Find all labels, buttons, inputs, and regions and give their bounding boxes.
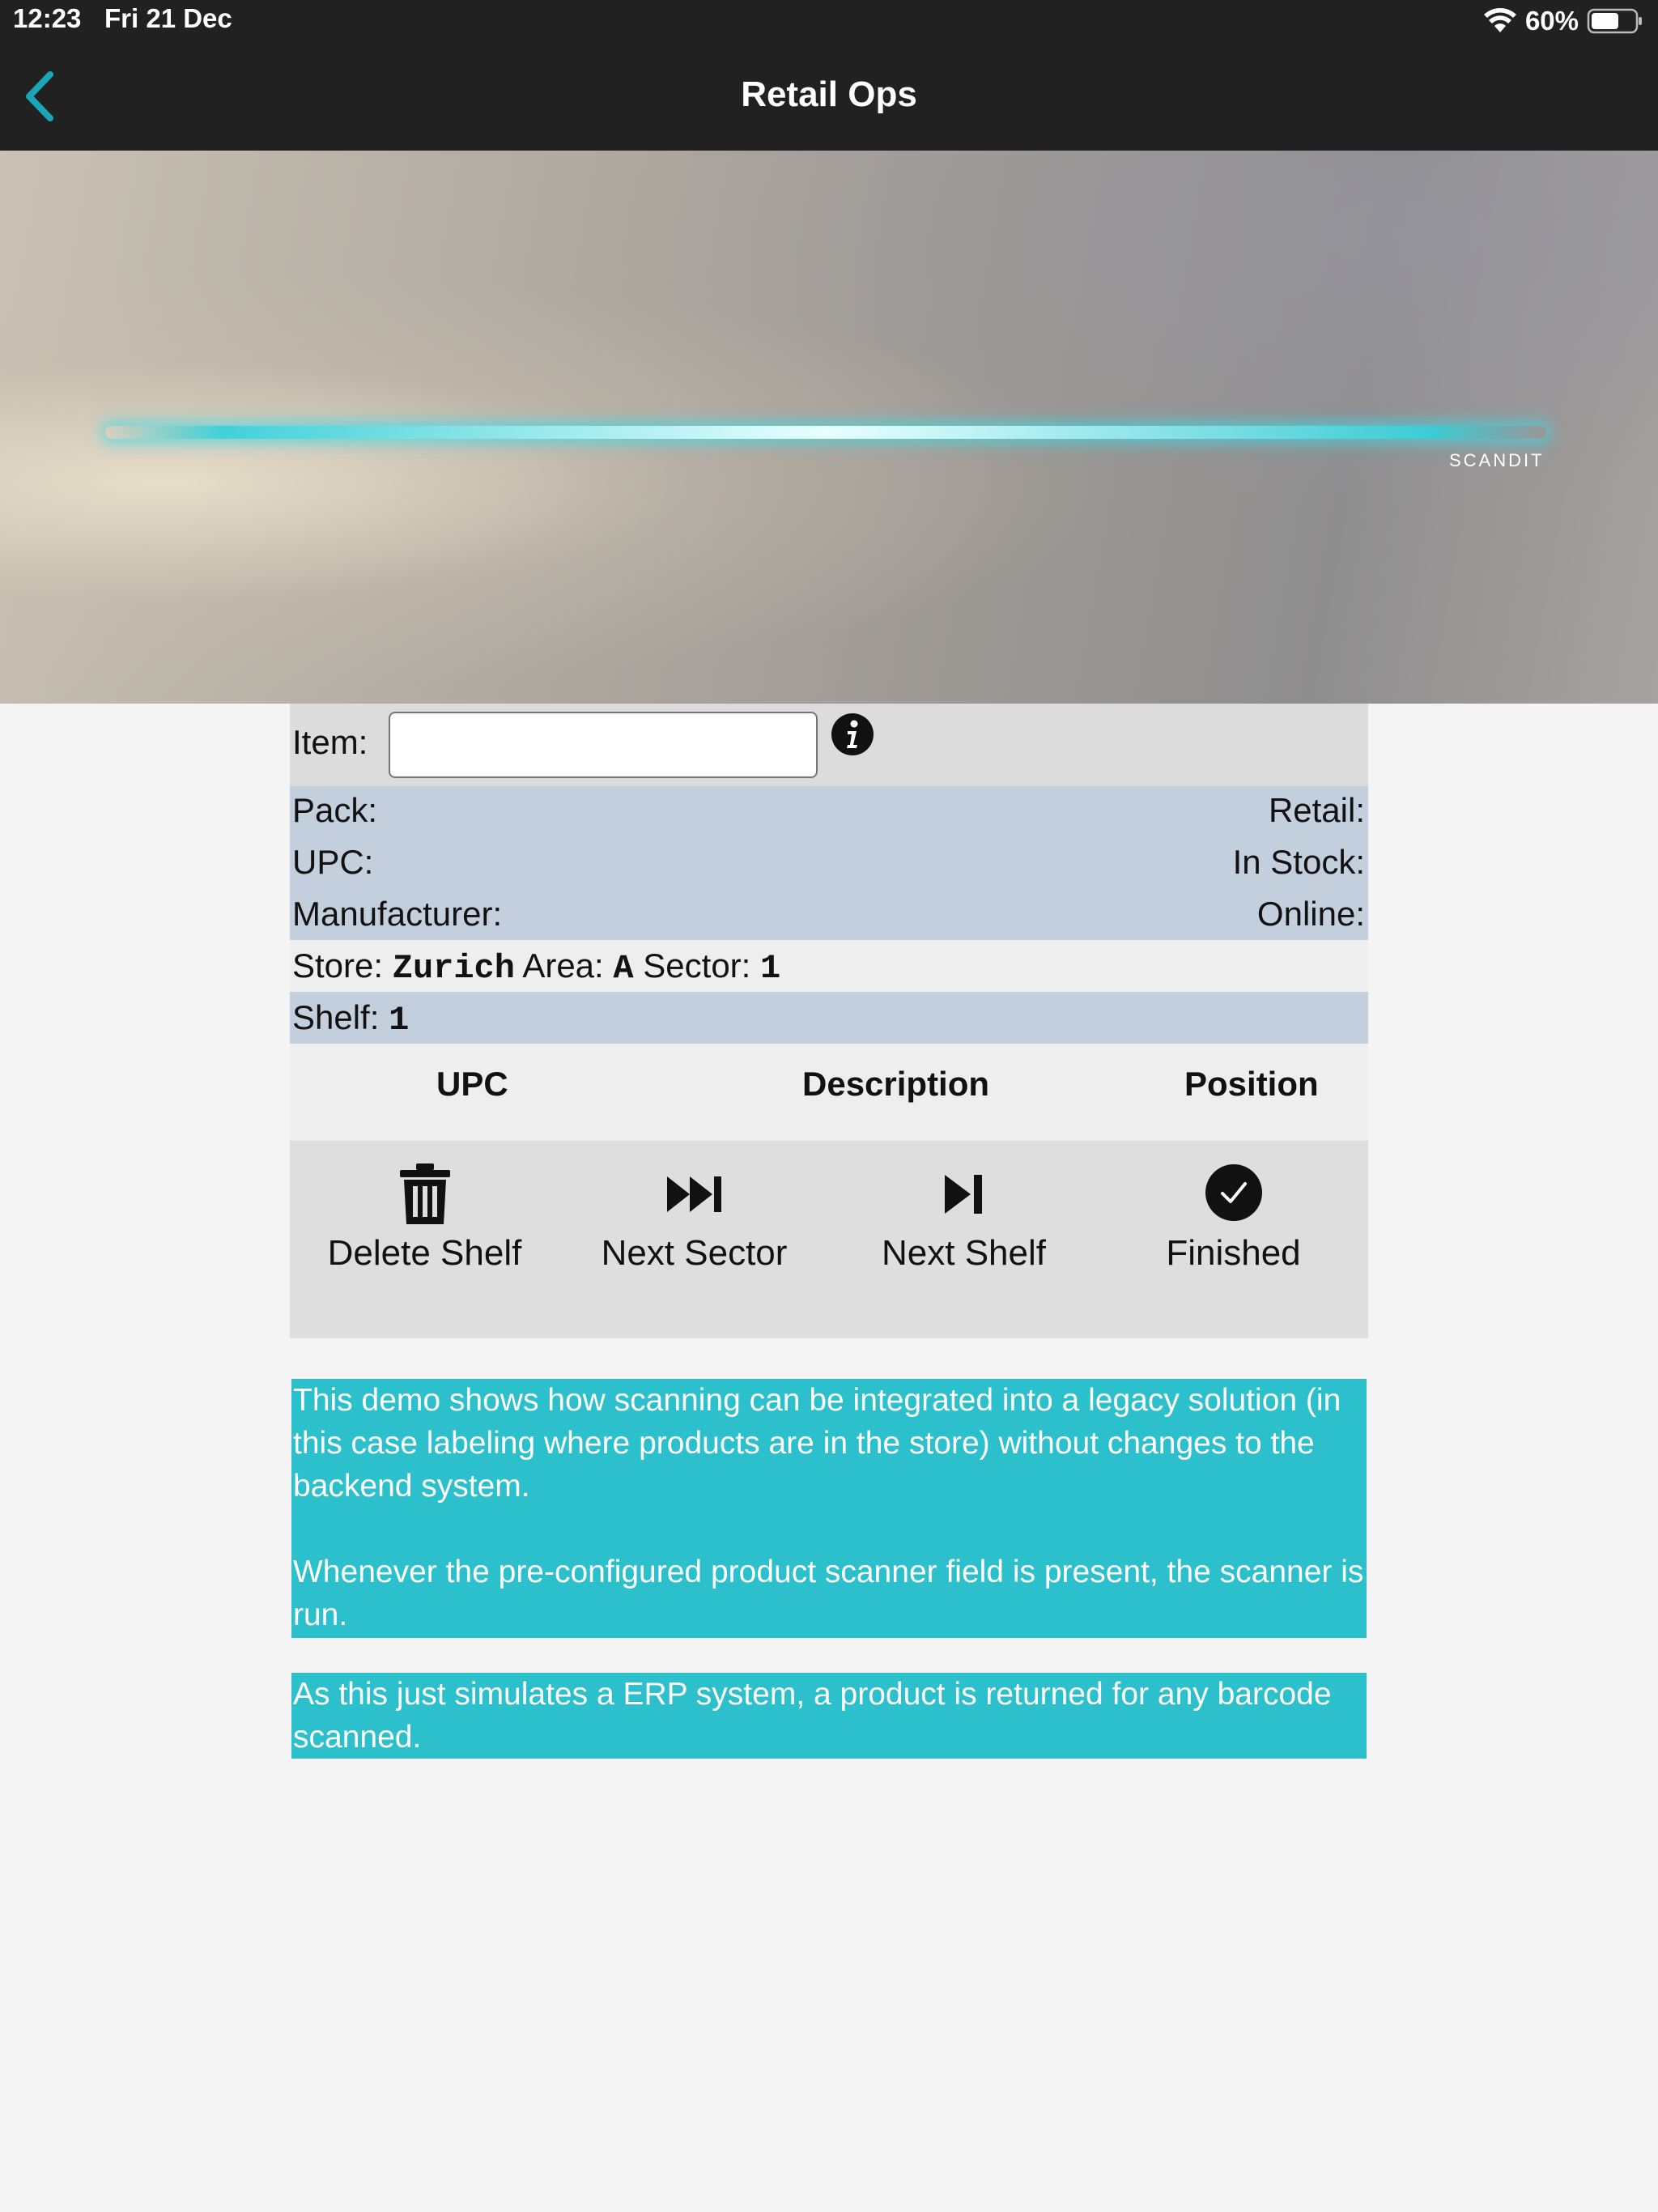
trash-icon <box>397 1162 453 1227</box>
status-right <box>1483 3 1643 39</box>
scan-line <box>105 426 1546 439</box>
column-position: Position <box>1184 1065 1319 1103</box>
fast-forward-icon <box>665 1170 724 1219</box>
manufacturer-label: Manufacturer: <box>292 895 503 933</box>
area-value: A <box>613 949 634 988</box>
in-stock-label: In Stock: <box>1232 843 1365 881</box>
delete-shelf-label: Delete Shelf <box>327 1233 522 1273</box>
shelf-value: 1 <box>389 1001 410 1040</box>
shelf-label: Shelf: <box>292 998 380 1036</box>
area-label: Area: <box>522 946 604 985</box>
store-label: Store: <box>292 946 384 985</box>
skip-forward-icon <box>943 1170 985 1219</box>
scandit-logo: SCANDIT <box>1449 450 1545 470</box>
next-sector-button[interactable] <box>559 1141 829 1338</box>
item-input[interactable] <box>389 712 818 778</box>
next-shelf-button[interactable] <box>829 1141 1099 1338</box>
battery-icon <box>1587 8 1643 34</box>
erp-info-box <box>291 1673 1367 1759</box>
battery-percent: 60% <box>1524 6 1579 36</box>
column-upc: UPC <box>436 1065 508 1103</box>
erp-info-paragraph: As this just simulates a ERP system, a product is returned for any barcode scanned. <box>293 1677 1332 1755</box>
store-value: Zurich <box>392 949 515 988</box>
finished-button[interactable] <box>1099 1141 1368 1338</box>
wifi-icon <box>1483 8 1517 34</box>
pack-label: Pack: <box>292 791 378 829</box>
next-sector-label: Next Sector <box>601 1233 788 1273</box>
sector-label: Sector: <box>643 946 751 985</box>
finished-label: Finished <box>1166 1233 1301 1273</box>
table-header <box>290 1044 1368 1141</box>
demo-info-paragraph-2: Whenever the pre-configured product scanner field is present, the scanner is run. <box>293 1555 1364 1632</box>
location-row <box>290 940 1368 992</box>
top-bar <box>0 0 1658 151</box>
demo-info-paragraph-1: This demo shows how scanning can be integrated into a legacy solution (in this case labeling where products are in the store) without changes to the backend system. <box>293 1383 1341 1504</box>
online-label: Online: <box>1256 895 1365 933</box>
item-row <box>290 704 1368 786</box>
column-description: Description <box>802 1065 990 1103</box>
delete-shelf-button[interactable] <box>290 1141 559 1338</box>
status-date: Fri 21 Dec <box>104 3 232 33</box>
info-icon[interactable] <box>830 712 875 757</box>
sector-value: 1 <box>760 949 781 988</box>
item-label: Item: <box>292 723 368 761</box>
shelf-row <box>290 992 1368 1044</box>
camera-preview[interactable] <box>0 151 1658 704</box>
product-form <box>290 704 1368 1338</box>
status-time: 12:23 <box>13 3 82 33</box>
retail-label: Retail: <box>1268 791 1365 829</box>
action-toolbar <box>290 1141 1368 1338</box>
upc-label: UPC: <box>292 843 374 881</box>
demo-info-box <box>291 1379 1367 1638</box>
check-circle-icon <box>1205 1163 1263 1222</box>
product-details <box>290 786 1368 940</box>
page-title: Retail Ops <box>741 74 917 114</box>
next-shelf-label: Next Shelf <box>882 1233 1046 1273</box>
